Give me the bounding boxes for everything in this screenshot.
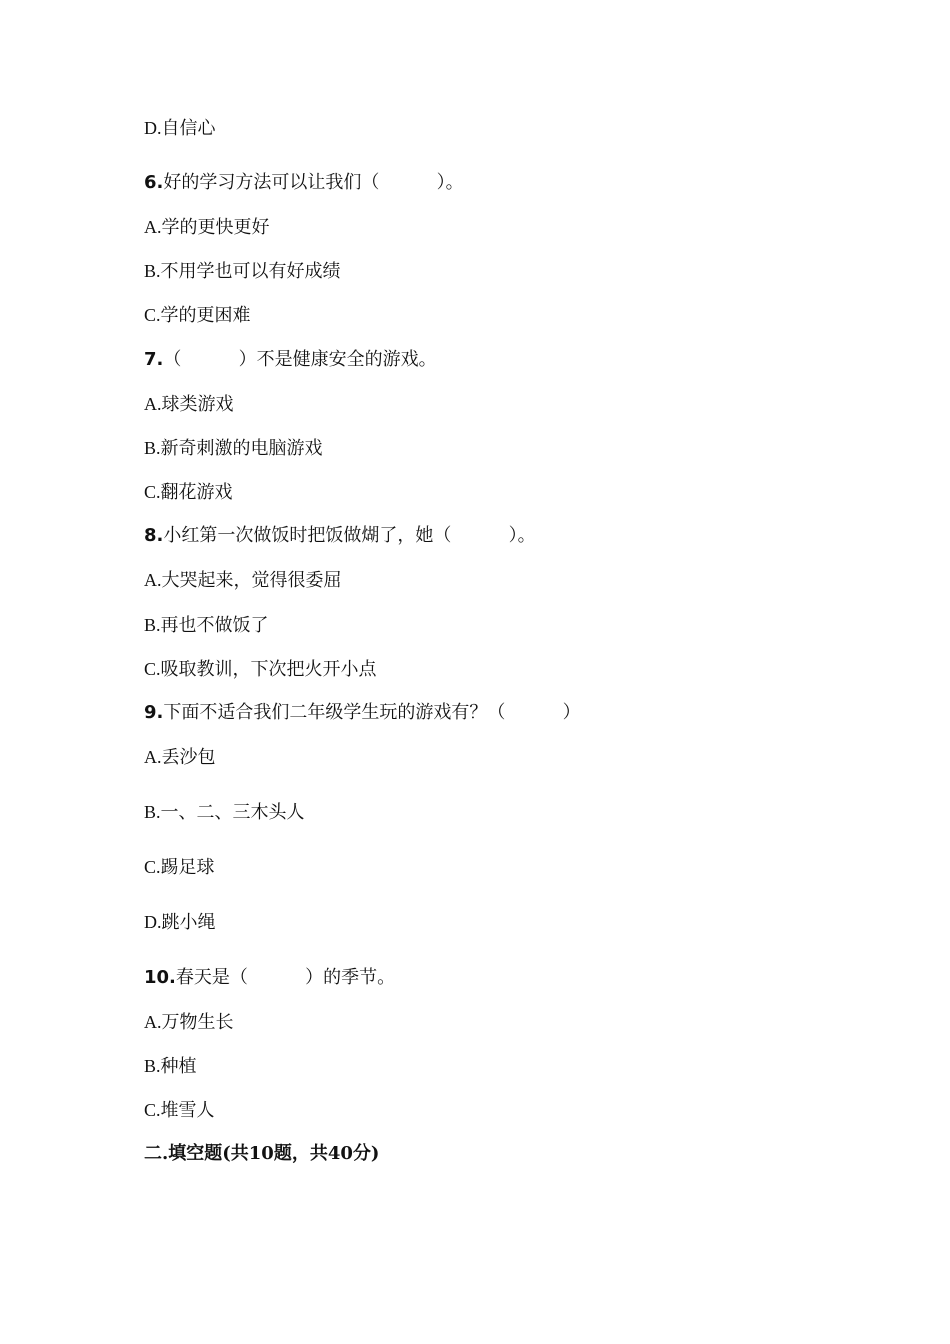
q7-option-a: A.球类游戏 (144, 394, 234, 414)
question-text: 春天是（ ）的季节。 (175, 967, 396, 988)
q6-option-c: C.学的更困难 (144, 305, 251, 325)
question-number: 9. (144, 702, 164, 723)
q9-option-a: A.丢沙包 (144, 747, 216, 767)
question-9 (144, 701, 581, 725)
q8-option-b: B.再也不做饭了 (144, 615, 269, 635)
question-text: （ ）不是健康安全的游戏。 (163, 349, 437, 370)
q8-option-c: C.吸取教训，下次把火开小点 (144, 659, 377, 679)
q9-option-d: D.跳小绳 (144, 912, 216, 932)
q10-option-b: B.种植 (144, 1056, 197, 1076)
q8-option-a: A.大哭起来，觉得很委屈 (144, 570, 342, 590)
question-text: 下面不适合我们二年级学生玩的游戏有？（ ） (163, 702, 581, 723)
q7-option-c: C.翻花游戏 (144, 482, 233, 502)
q6-option-b: B.不用学也可以有好成绩 (144, 261, 341, 281)
q9-option-b: B.一、二、三木头人 (144, 802, 305, 822)
question-8 (144, 524, 536, 548)
q10-option-c: C.堆雪人 (144, 1100, 215, 1120)
question-7 (144, 348, 437, 372)
question-number: 6. (144, 172, 164, 193)
q5-option-d: D.自信心 (144, 118, 216, 138)
question-number: 7. (144, 349, 164, 370)
q9-option-c: C.踢足球 (144, 857, 215, 877)
question-text: 好的学习方法可以让我们（ ）。 (163, 172, 464, 193)
section-heading: 二.填空题(共10题，共40分) (144, 1143, 380, 1164)
question-number: 10. (144, 967, 176, 988)
question-text: 小红第一次做饭时把饭做煳了，她（ ）。 (163, 525, 536, 546)
q7-option-b: B.新奇刺激的电脑游戏 (144, 438, 323, 458)
question-10 (144, 966, 395, 990)
question-number: 8. (144, 525, 164, 546)
q6-option-a: A.学的更快更好 (144, 217, 270, 237)
q10-option-a: A.万物生长 (144, 1012, 234, 1032)
question-6 (144, 171, 464, 195)
